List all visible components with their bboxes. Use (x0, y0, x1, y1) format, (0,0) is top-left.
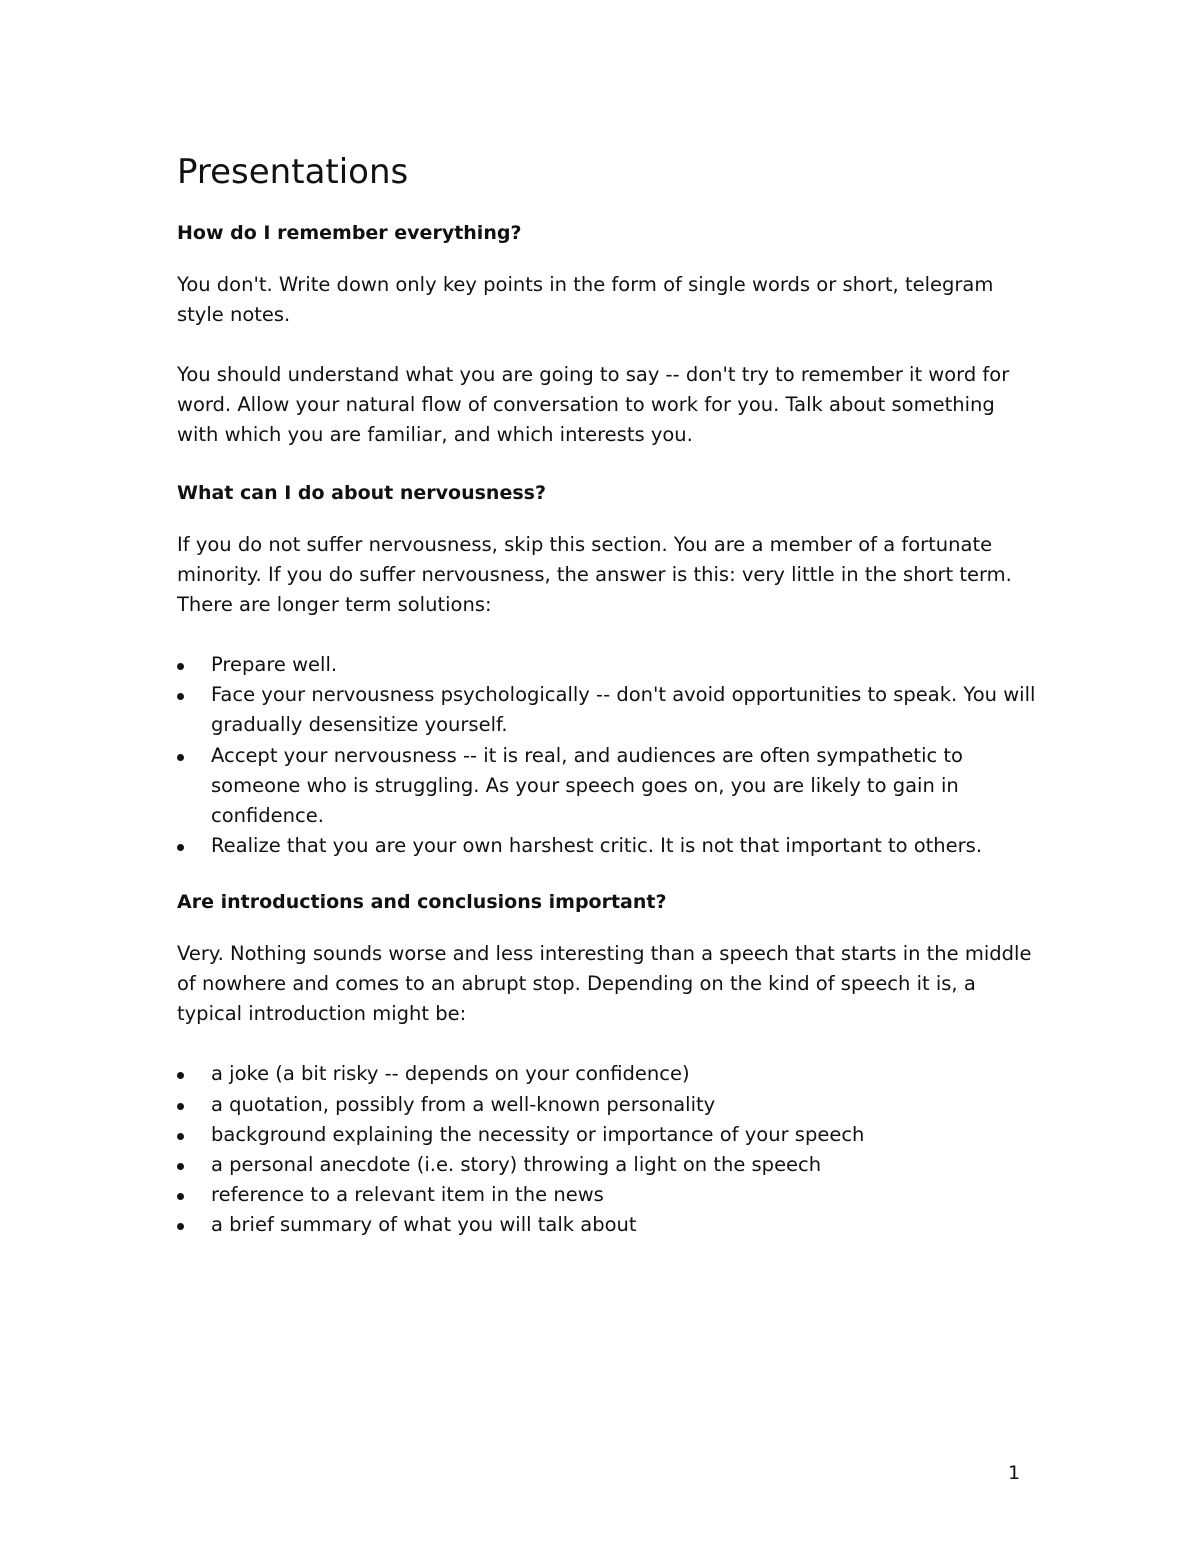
list-item-text: a brief summary of what you will talk about (211, 1213, 637, 1237)
bullet-icon (177, 1133, 184, 1140)
list-item (177, 1059, 1037, 1089)
paragraph: Very. Nothing sounds worse and less interesting than a speech that starts in the middle of nowhere and comes to an abrupt stop. Depending on the kind of speech it is, a typical introduction might be: (177, 942, 1032, 1026)
page-number: 1 (1008, 1462, 1021, 1484)
list-item-text: a joke (a bit risky -- depends on your confidence) (211, 1062, 690, 1086)
page-title: Presentations (177, 152, 409, 192)
paragraph: You don't. Write down only key points in the form of single words or short, telegram style notes. (177, 273, 994, 326)
bullet-icon (177, 1163, 184, 1170)
list-item-text: Realize that you are your own harshest critic. It is not that important to others. (211, 834, 983, 858)
list-item (177, 741, 1037, 832)
bullet-icon (177, 754, 184, 761)
list-item-text: a quotation, possibly from a well-known personality (211, 1092, 716, 1116)
list-item-text: reference to a relevant item in the news (211, 1183, 604, 1207)
bullet-icon (177, 844, 184, 851)
list-item (177, 1090, 1037, 1120)
section-heading-nervousness: What can I do about nervousness? (177, 482, 546, 504)
bullet-icon (177, 693, 184, 700)
list-item-text: a personal anecdote (i.e. story) throwing a light on the speech (211, 1153, 822, 1177)
bullet-icon (177, 663, 184, 670)
list-item (177, 1120, 1037, 1150)
list-item-text: Prepare well. (211, 653, 338, 676)
bullet-icon (177, 1072, 184, 1079)
list-item-text: Face your nervousness psychologically -- don't avoid opportunities to speak. You will gradually desensitize yourself. (211, 683, 1036, 737)
page-content (177, 150, 1037, 1269)
bullet-list-nervousness (177, 650, 1037, 861)
list-item (177, 1210, 1037, 1240)
paragraph: You should understand what you are going to say -- don't try to remember it word for word. Allow your natural flow of conversation to work for you. Talk about something with which you are familiar, and which interests you. (177, 363, 1010, 446)
list-item-text: background explaining the necessity or importance of your speech (211, 1122, 865, 1146)
list-item (177, 650, 1037, 680)
list-item-text: Accept your nervousness -- it is real, and audiences are often sympathetic to someone who is struggling. As your speech goes on, you are likely to gain in confidence. (211, 743, 963, 828)
bullet-icon (177, 1193, 184, 1200)
list-item (177, 1150, 1037, 1180)
bullet-list-introductions (177, 1059, 1037, 1240)
list-item (177, 680, 1037, 740)
list-item (177, 831, 1037, 861)
bullet-icon (177, 1223, 184, 1230)
section-heading-remember: How do I remember everything? (177, 222, 522, 244)
bullet-icon (177, 1103, 184, 1110)
list-item (177, 1180, 1037, 1210)
section-heading-introductions: Are introductions and conclusions important? (177, 891, 667, 914)
paragraph: If you do not suffer nervousness, skip this section. You are a member of a fortunate minority. If you do suffer nervousness, the answer is this: very little in the short term. There are longer term solutions: (177, 533, 1012, 616)
